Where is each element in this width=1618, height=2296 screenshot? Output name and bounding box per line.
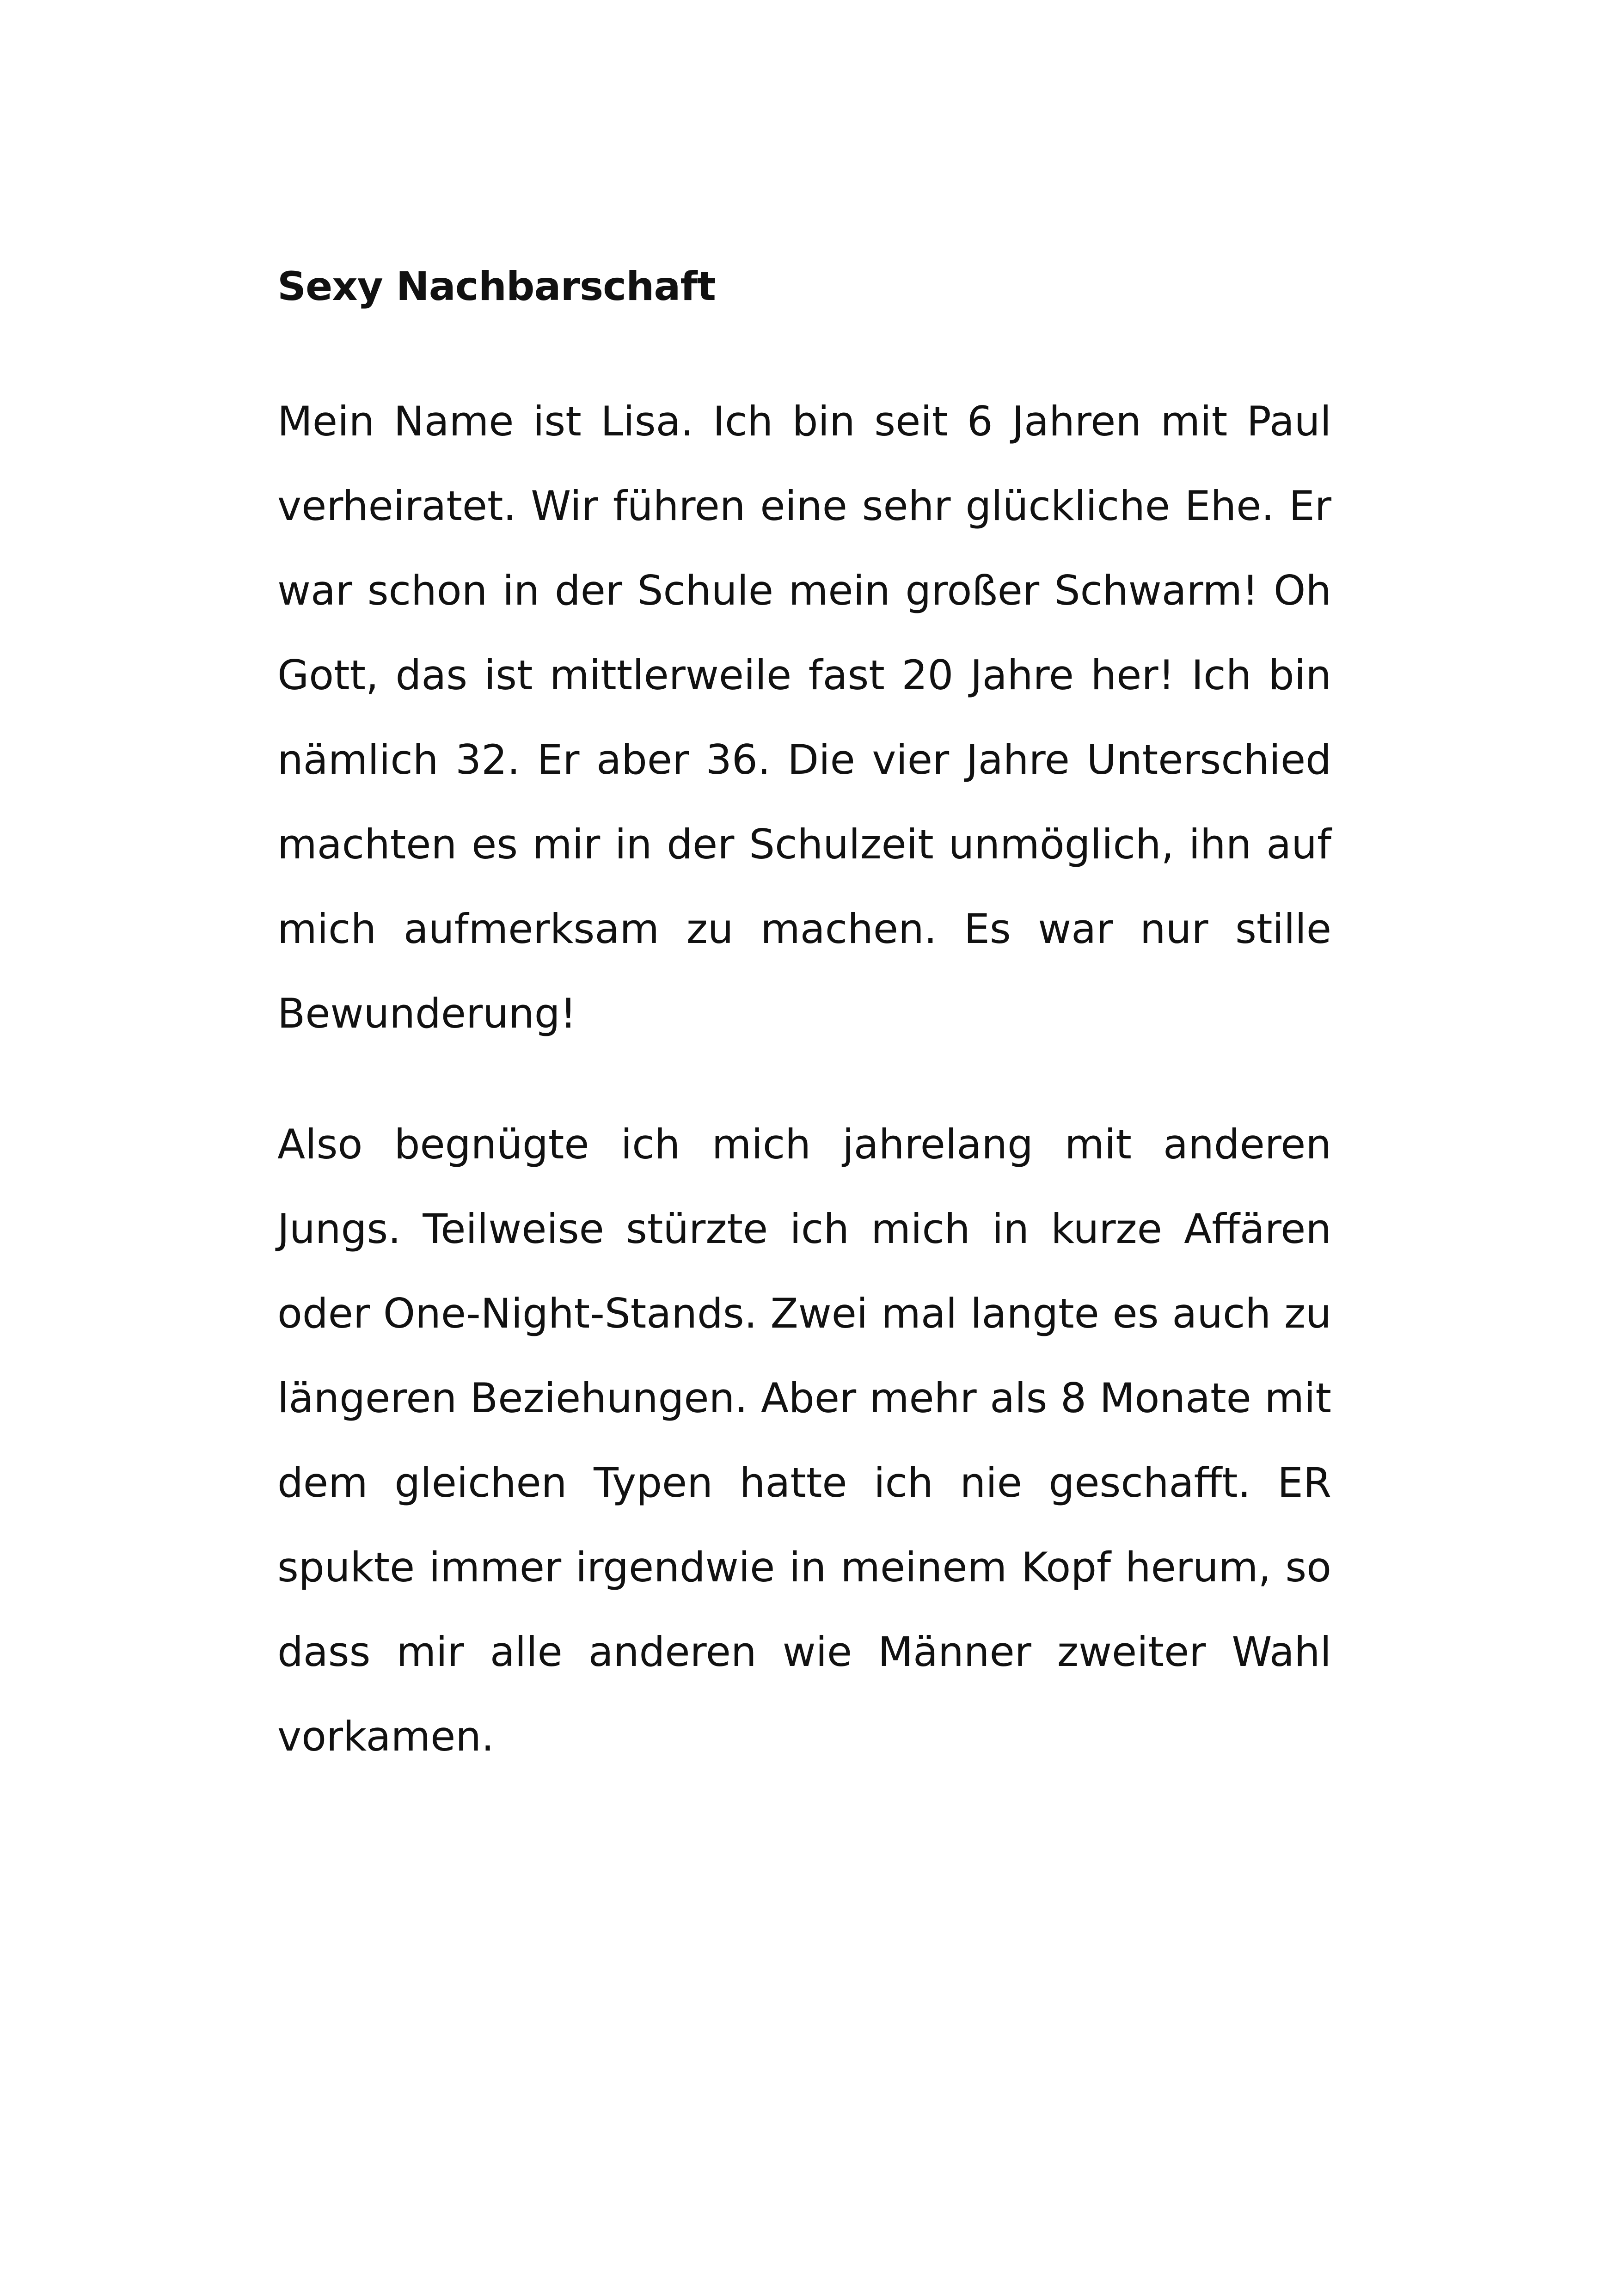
- document-body: [277, 259, 1331, 1779]
- paragraph-1: Mein Name ist Lisa. Ich bin seit 6 Jahren mit Paul verheiratet. Wir führen eine sehr glückliche Ehe. Er war schon in der Schule mein großer Schwarm! Oh Gott, das ist mittlerweile fast 20 Jahre her! Ich bin nämlich 32. Er aber 36. Die vier Jahre Unterschied machten es mir in der Schulzeit unmöglich, ihn auf mich aufmerksam zu machen. Es war nur stille Bewunderung!: [277, 398, 1331, 1037]
- document-title: Sexy Nachbarschaft: [277, 263, 716, 310]
- paragraph-2: Also begnügte ich mich jahrelang mit anderen Jungs. Teilweise stürzte ich mich in kurze Affären oder One-Night-Stands. Zwei mal langte es auch zu längeren Beziehungen. Aber mehr als 8 Monate mit dem gleichen Typen hatte ich nie geschafft. ER spukte immer irgendwie in meinem Kopf herum, so dass mir alle anderen wie Männer zweiter Wahl vorkamen.: [277, 1120, 1331, 1760]
